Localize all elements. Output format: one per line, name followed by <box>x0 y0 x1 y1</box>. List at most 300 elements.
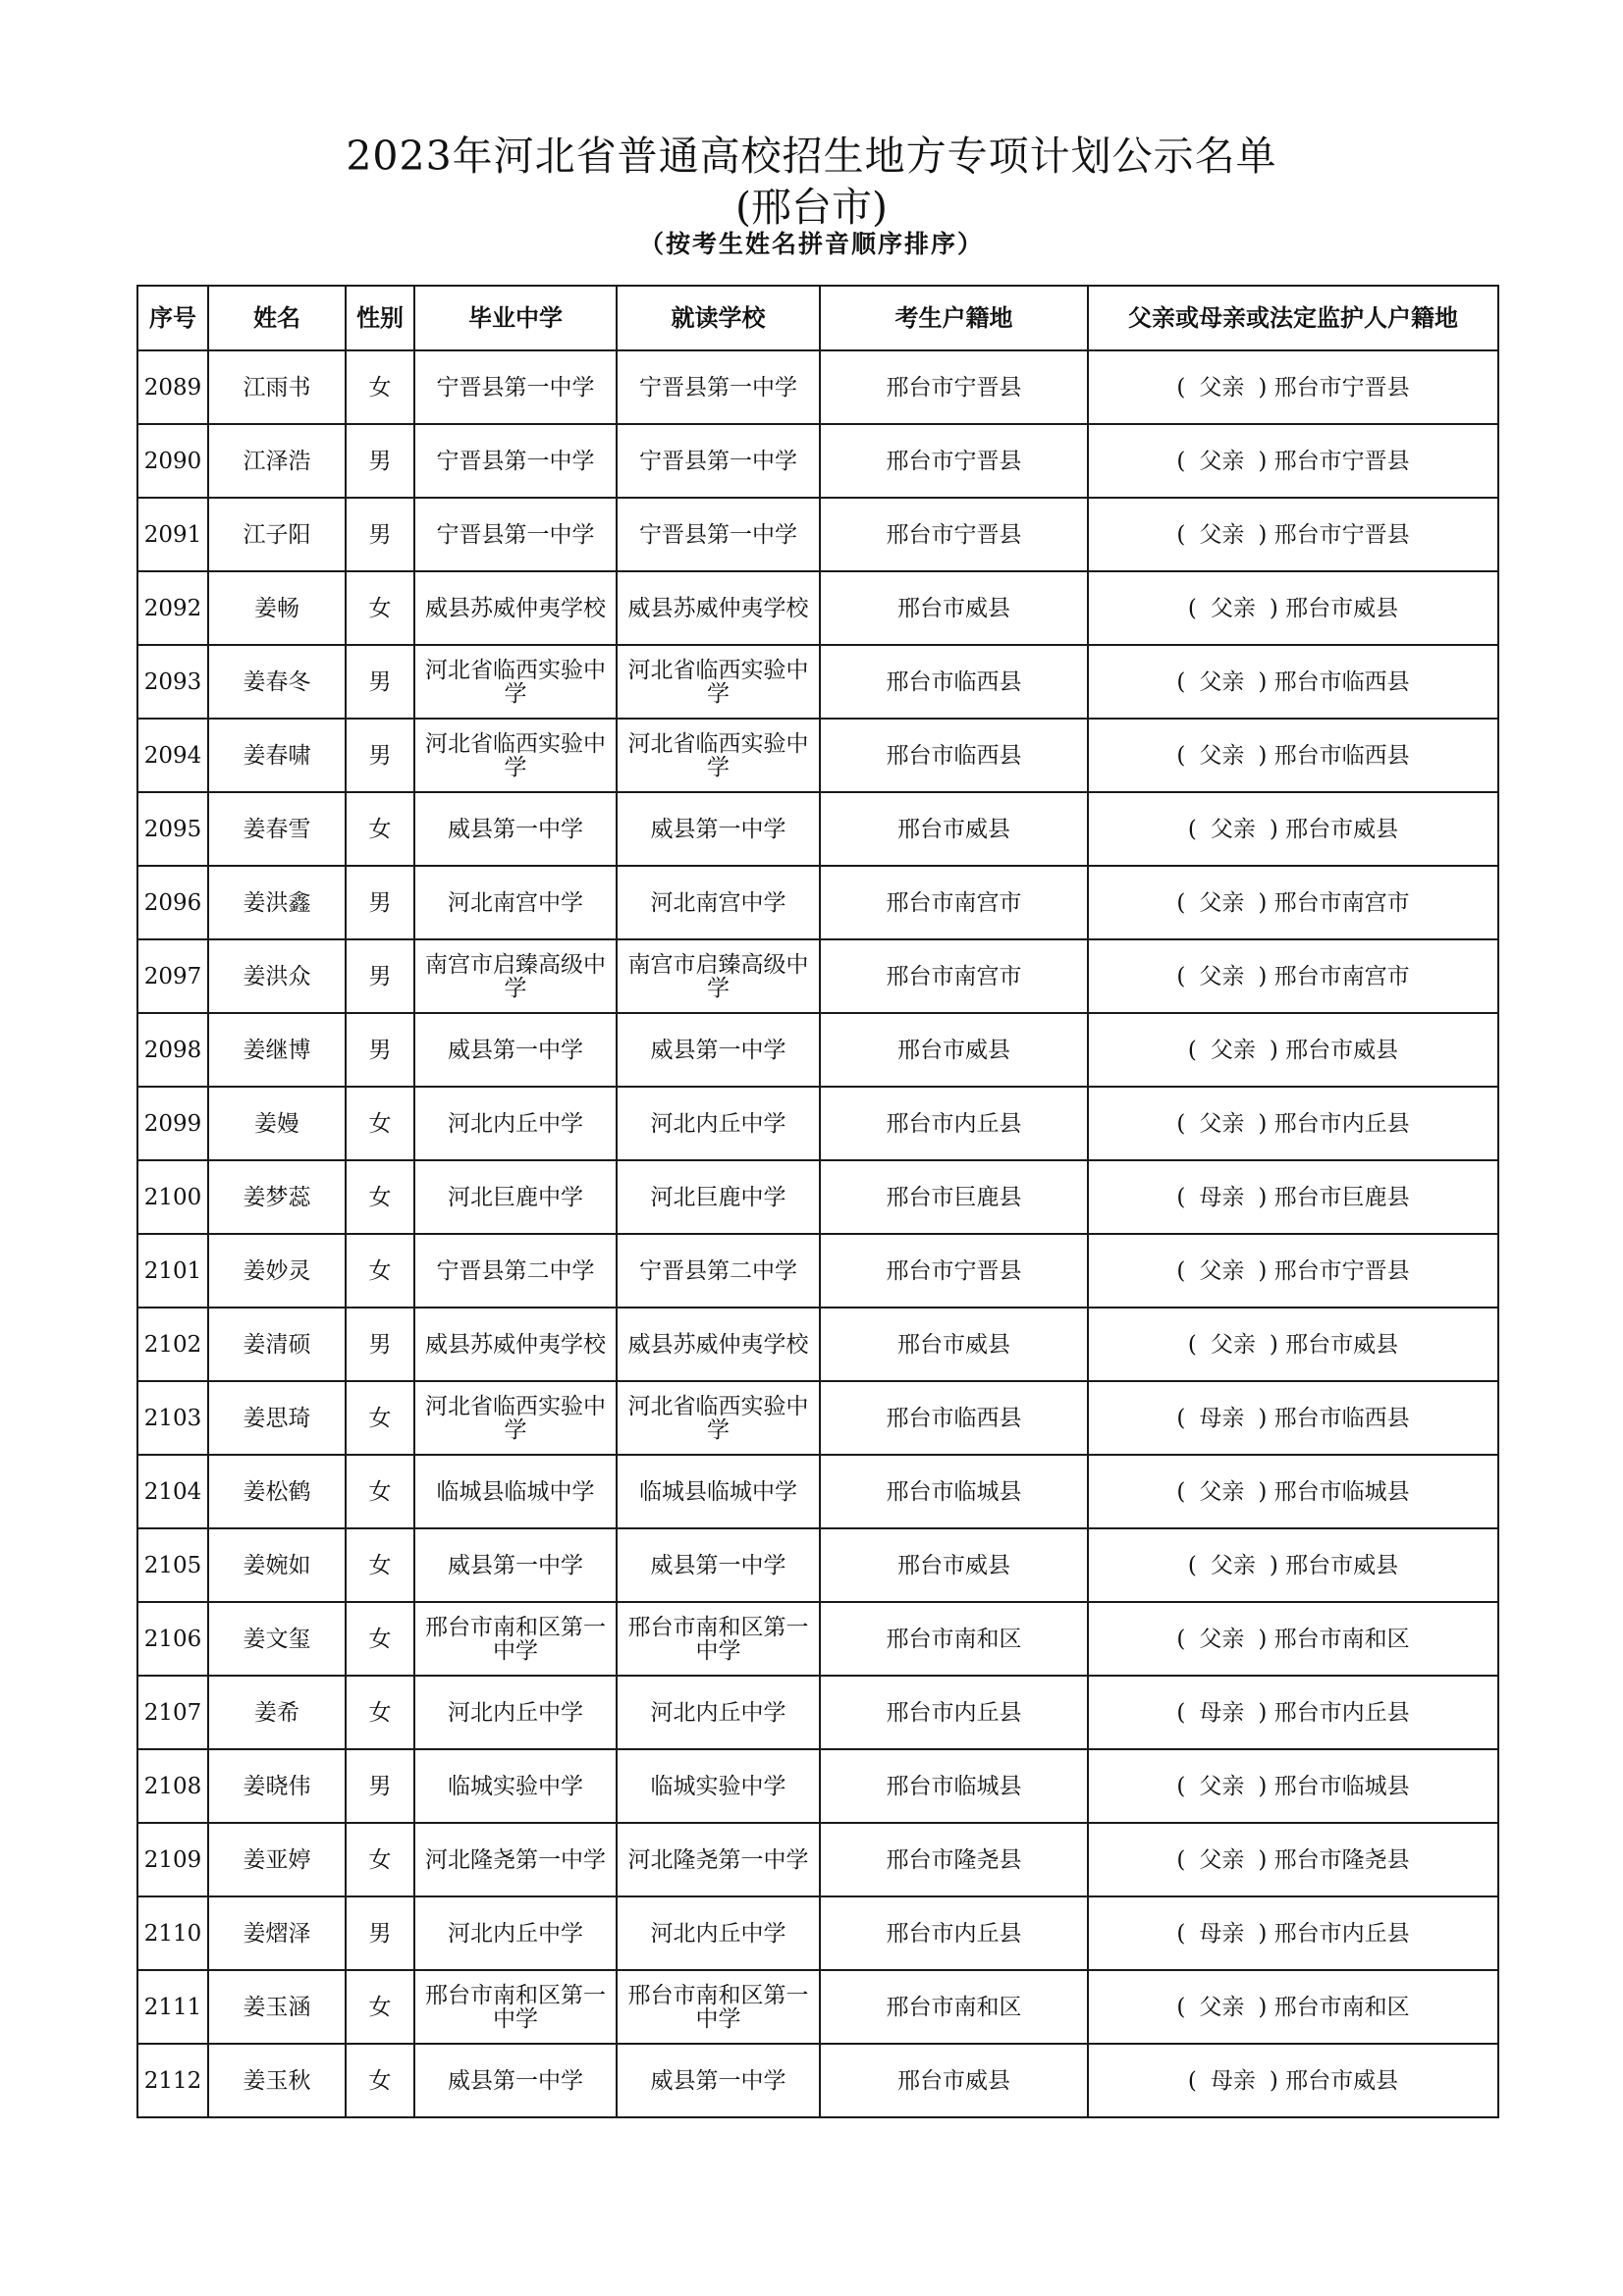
guardian-hukou-value: 邢台市内丘县 <box>1273 1699 1410 1726</box>
cell-no: 2095 <box>137 792 208 866</box>
cell-name: 姜玉涵 <box>208 1970 346 2044</box>
cell-no: 2090 <box>137 424 208 498</box>
cell-gender: 女 <box>346 571 414 645</box>
cell-no: 2110 <box>137 1896 208 1970</box>
cell-name: 姜玉秋 <box>208 2044 346 2117</box>
guardian-hukou-value: 邢台市威县 <box>1285 1331 1399 1358</box>
guardian-hukou-value: 邢台市威县 <box>1285 816 1399 842</box>
guardian-relation: 父亲 <box>1199 521 1245 548</box>
cell-no: 2101 <box>137 1234 208 1308</box>
cell-name: 姜继博 <box>208 1013 346 1087</box>
page-title: 2023年河北省普通高校招生地方专项计划公示名单 <box>346 133 1277 180</box>
cell-grad-school: 河北内丘中学 <box>414 1896 617 1970</box>
cell-current-school: 河北南宫中学 <box>617 866 820 939</box>
cell-hukou: 邢台市临西县 <box>820 719 1088 792</box>
cell-current-school: 邢台市南和区第一中学 <box>617 1602 820 1676</box>
cell-hukou: 邢台市临西县 <box>820 645 1088 719</box>
cell-grad-school: 宁晋县第一中学 <box>414 498 617 571</box>
cell-gender: 女 <box>346 1823 414 1896</box>
paren-close: ) <box>1258 448 1268 474</box>
cell-name: 姜梦蕊 <box>208 1160 346 1234</box>
cell-gender: 男 <box>346 1896 414 1970</box>
guardian-relation: 父亲 <box>1199 1994 1245 2020</box>
guardian-relation: 父亲 <box>1210 1331 1256 1358</box>
cell-hukou: 邢台市内丘县 <box>820 1087 1088 1160</box>
cell-grad-school: 河北省临西实验中学 <box>414 1381 617 1455</box>
table-row <box>137 939 1498 1013</box>
cell-grad-school: 威县第一中学 <box>414 792 617 866</box>
cell-gender: 女 <box>346 350 414 424</box>
table-row <box>137 1087 1498 1160</box>
paren-open: ( <box>1176 374 1186 400</box>
paren-open: ( <box>1187 1552 1197 1578</box>
paren-close: ) <box>1258 1405 1268 1431</box>
guardian-hukou-value: 邢台市临西县 <box>1273 742 1410 769</box>
paren-open: ( <box>1176 1184 1186 1210</box>
cell-hukou: 邢台市宁晋县 <box>820 350 1088 424</box>
cell-grad-school: 河北隆尧第一中学 <box>414 1823 617 1896</box>
cell-gender: 男 <box>346 939 414 1013</box>
cell-no: 2102 <box>137 1308 208 1381</box>
cell-current-school: 宁晋县第一中学 <box>617 424 820 498</box>
cell-no: 2109 <box>137 1823 208 1896</box>
cell-gender: 男 <box>346 866 414 939</box>
cell-grad-school: 威县第一中学 <box>414 2044 617 2117</box>
cell-current-school: 河北省临西实验中学 <box>617 1381 820 1455</box>
paren-open: ( <box>1187 2067 1197 2094</box>
cell-name: 江子阳 <box>208 498 346 571</box>
paren-close: ) <box>1269 595 1278 621</box>
cell-no: 2096 <box>137 866 208 939</box>
cell-guardian-hukou <box>1088 1823 1498 1896</box>
guardian-hukou-value: 邢台市南宫市 <box>1273 889 1410 916</box>
cell-grad-school: 河北内丘中学 <box>414 1676 617 1749</box>
paren-close: ) <box>1258 889 1268 916</box>
guardian-relation: 父亲 <box>1210 1037 1256 1063</box>
paren-close: ) <box>1258 1478 1268 1505</box>
column-header-hukou: 考生户籍地 <box>820 286 1088 350</box>
cell-no: 2105 <box>137 1528 208 1602</box>
paren-close: ) <box>1269 1331 1278 1358</box>
cell-grad-school: 威县第一中学 <box>414 1013 617 1087</box>
column-header-guardian-hukou: 父亲或母亲或法定监护人户籍地 <box>1088 286 1498 350</box>
cell-grad-school: 威县第一中学 <box>414 1528 617 1602</box>
paren-open: ( <box>1187 1037 1197 1063</box>
cell-grad-school: 临城实验中学 <box>414 1749 617 1823</box>
guardian-relation: 父亲 <box>1199 1773 1245 1799</box>
cell-guardian-hukou <box>1088 498 1498 571</box>
guardian-relation: 父亲 <box>1210 816 1256 842</box>
cell-name: 姜熠泽 <box>208 1896 346 1970</box>
guardian-hukou-value: 邢台市内丘县 <box>1273 1110 1410 1137</box>
paren-open: ( <box>1176 742 1186 769</box>
cell-gender: 女 <box>346 1676 414 1749</box>
cell-grad-school: 河北巨鹿中学 <box>414 1160 617 1234</box>
cell-no: 2097 <box>137 939 208 1013</box>
cell-grad-school: 威县苏威仲夷学校 <box>414 571 617 645</box>
cell-hukou: 邢台市威县 <box>820 1308 1088 1381</box>
guardian-relation: 父亲 <box>1199 1257 1245 1284</box>
cell-current-school: 河北内丘中学 <box>617 1087 820 1160</box>
table-row <box>137 866 1498 939</box>
paren-close: ) <box>1258 1994 1268 2020</box>
cell-no: 2103 <box>137 1381 208 1455</box>
cell-guardian-hukou <box>1088 866 1498 939</box>
guardian-relation: 母亲 <box>1199 1184 1245 1210</box>
cell-name: 姜春啸 <box>208 719 346 792</box>
cell-gender: 女 <box>346 1234 414 1308</box>
cell-guardian-hukou <box>1088 1676 1498 1749</box>
cell-grad-school: 临城县临城中学 <box>414 1455 617 1528</box>
guardian-hukou-value: 邢台市南宫市 <box>1273 963 1410 989</box>
cell-name: 姜清硕 <box>208 1308 346 1381</box>
cell-current-school: 宁晋县第一中学 <box>617 498 820 571</box>
cell-gender: 男 <box>346 1308 414 1381</box>
cell-current-school: 邢台市南和区第一中学 <box>617 1970 820 2044</box>
cell-current-school: 威县第一中学 <box>617 1013 820 1087</box>
cell-guardian-hukou <box>1088 1087 1498 1160</box>
table-row <box>137 1749 1498 1823</box>
cell-hukou: 邢台市威县 <box>820 792 1088 866</box>
guardian-hukou-value: 邢台市临西县 <box>1273 668 1410 695</box>
guardian-hukou-value: 邢台市威县 <box>1285 1037 1399 1063</box>
guardian-hukou-value: 邢台市巨鹿县 <box>1273 1184 1410 1210</box>
table-row <box>137 1455 1498 1528</box>
cell-grad-school: 威县苏威仲夷学校 <box>414 1308 617 1381</box>
cell-guardian-hukou <box>1088 719 1498 792</box>
cell-hukou: 邢台市临西县 <box>820 1381 1088 1455</box>
cell-no: 2108 <box>137 1749 208 1823</box>
guardian-hukou-value: 邢台市威县 <box>1285 595 1399 621</box>
cell-gender: 女 <box>346 2044 414 2117</box>
table-row <box>137 350 1498 424</box>
table-row <box>137 1896 1498 1970</box>
paren-close: ) <box>1258 1846 1268 1873</box>
cell-hukou: 邢台市内丘县 <box>820 1676 1088 1749</box>
cell-guardian-hukou <box>1088 1970 1498 2044</box>
table-row <box>137 1160 1498 1234</box>
table-row <box>137 498 1498 571</box>
paren-open: ( <box>1176 963 1186 989</box>
cell-hukou: 邢台市宁晋县 <box>820 498 1088 571</box>
guardian-relation: 母亲 <box>1210 2067 1256 2094</box>
guardian-relation: 父亲 <box>1199 374 1245 400</box>
guardian-relation: 父亲 <box>1210 595 1256 621</box>
cell-guardian-hukou <box>1088 939 1498 1013</box>
guardian-hukou-value: 邢台市宁晋县 <box>1273 374 1410 400</box>
cell-hukou: 邢台市威县 <box>820 1013 1088 1087</box>
table-row <box>137 1602 1498 1676</box>
cell-current-school: 宁晋县第一中学 <box>617 350 820 424</box>
cell-hukou: 邢台市威县 <box>820 1528 1088 1602</box>
cell-name: 姜春冬 <box>208 645 346 719</box>
cell-no: 2104 <box>137 1455 208 1528</box>
cell-gender: 男 <box>346 498 414 571</box>
cell-guardian-hukou <box>1088 424 1498 498</box>
cell-hukou: 邢台市南和区 <box>820 1970 1088 2044</box>
cell-name: 江泽浩 <box>208 424 346 498</box>
cell-name: 姜洪众 <box>208 939 346 1013</box>
guardian-relation: 父亲 <box>1199 448 1245 474</box>
guardian-hukou-value: 邢台市内丘县 <box>1273 1920 1410 1947</box>
paren-open: ( <box>1176 1846 1186 1873</box>
cell-hukou: 邢台市威县 <box>820 571 1088 645</box>
table-row <box>137 424 1498 498</box>
guardian-relation: 母亲 <box>1199 1405 1245 1431</box>
cell-current-school: 威县第一中学 <box>617 792 820 866</box>
paren-open: ( <box>1176 1699 1186 1726</box>
cell-name: 姜婉如 <box>208 1528 346 1602</box>
paren-open: ( <box>1176 448 1186 474</box>
paren-open: ( <box>1176 1920 1186 1947</box>
table-row <box>137 2044 1498 2117</box>
cell-current-school: 临城实验中学 <box>617 1749 820 1823</box>
cell-hukou: 邢台市南宫市 <box>820 866 1088 939</box>
cell-hukou: 邢台市临城县 <box>820 1455 1088 1528</box>
cell-hukou: 邢台市巨鹿县 <box>820 1160 1088 1234</box>
cell-no: 2098 <box>137 1013 208 1087</box>
guardian-hukou-value: 邢台市威县 <box>1285 1552 1399 1578</box>
guardian-relation: 父亲 <box>1199 742 1245 769</box>
cell-grad-school: 邢台市南和区第一中学 <box>414 1970 617 2044</box>
cell-guardian-hukou <box>1088 350 1498 424</box>
cell-no: 2107 <box>137 1676 208 1749</box>
cell-no: 2111 <box>137 1970 208 2044</box>
guardian-hukou-value: 邢台市临西县 <box>1273 1405 1410 1431</box>
guardian-hukou-value: 邢台市临城县 <box>1273 1773 1410 1799</box>
paren-close: ) <box>1269 1552 1278 1578</box>
roster-table <box>136 285 1499 2118</box>
cell-current-school: 威县苏威仲夷学校 <box>617 1308 820 1381</box>
paren-close: ) <box>1258 668 1268 695</box>
paren-close: ) <box>1258 1920 1268 1947</box>
cell-gender: 女 <box>346 1381 414 1455</box>
cell-hukou: 邢台市内丘县 <box>820 1896 1088 1970</box>
cell-gender: 女 <box>346 1970 414 2044</box>
cell-name: 姜洪鑫 <box>208 866 346 939</box>
paren-close: ) <box>1269 2067 1278 2094</box>
column-header-no: 序号 <box>137 286 208 350</box>
paren-close: ) <box>1258 1626 1268 1652</box>
cell-guardian-hukou <box>1088 1381 1498 1455</box>
guardian-relation: 母亲 <box>1199 1920 1245 1947</box>
cell-name: 姜文玺 <box>208 1602 346 1676</box>
paren-close: ) <box>1258 521 1268 548</box>
cell-grad-school: 南宫市启臻高级中学 <box>414 939 617 1013</box>
cell-no: 2092 <box>137 571 208 645</box>
paren-close: ) <box>1258 963 1268 989</box>
cell-gender: 女 <box>346 1087 414 1160</box>
guardian-hukou-value: 邢台市南和区 <box>1273 1994 1410 2020</box>
cell-gender: 女 <box>346 1602 414 1676</box>
table-body <box>137 350 1498 2117</box>
cell-no: 2112 <box>137 2044 208 2117</box>
paren-close: ) <box>1269 816 1278 842</box>
guardian-hukou-value: 邢台市宁晋县 <box>1273 448 1410 474</box>
cell-gender: 女 <box>346 1528 414 1602</box>
paren-open: ( <box>1187 595 1197 621</box>
guardian-relation: 父亲 <box>1210 1552 1256 1578</box>
cell-current-school: 威县第一中学 <box>617 1528 820 1602</box>
table-row <box>137 792 1498 866</box>
cell-guardian-hukou <box>1088 1308 1498 1381</box>
table-row <box>137 1676 1498 1749</box>
column-header-gender: 性别 <box>346 286 414 350</box>
table-row <box>137 1823 1498 1896</box>
paren-close: ) <box>1258 1699 1268 1726</box>
cell-current-school: 河北省临西实验中学 <box>617 645 820 719</box>
paren-close: ) <box>1258 1110 1268 1137</box>
sort-note: （按考生姓名拼音顺序排序） <box>638 230 984 258</box>
paren-close: ) <box>1258 742 1268 769</box>
column-header-name: 姓名 <box>208 286 346 350</box>
guardian-hukou-value: 邢台市临城县 <box>1273 1478 1410 1505</box>
cell-name: 姜晓伟 <box>208 1749 346 1823</box>
guardian-relation: 母亲 <box>1199 1699 1245 1726</box>
guardian-relation: 父亲 <box>1199 668 1245 695</box>
cell-name: 姜思琦 <box>208 1381 346 1455</box>
table-row <box>137 719 1498 792</box>
cell-name: 江雨书 <box>208 350 346 424</box>
cell-name: 姜妙灵 <box>208 1234 346 1308</box>
cell-guardian-hukou <box>1088 1896 1498 1970</box>
cell-hukou: 邢台市威县 <box>820 2044 1088 2117</box>
cell-no: 2089 <box>137 350 208 424</box>
guardian-hukou-value: 邢台市威县 <box>1285 2067 1399 2094</box>
cell-current-school: 威县第一中学 <box>617 2044 820 2117</box>
table-row <box>137 1013 1498 1087</box>
cell-gender: 男 <box>346 424 414 498</box>
cell-guardian-hukou <box>1088 1528 1498 1602</box>
guardian-hukou-value: 邢台市南和区 <box>1273 1626 1410 1652</box>
cell-current-school: 河北省临西实验中学 <box>617 719 820 792</box>
cell-grad-school: 河北内丘中学 <box>414 1087 617 1160</box>
paren-open: ( <box>1176 1110 1186 1137</box>
paren-open: ( <box>1176 1626 1186 1652</box>
cell-no: 2106 <box>137 1602 208 1676</box>
cell-gender: 男 <box>346 645 414 719</box>
cell-grad-school: 宁晋县第二中学 <box>414 1234 617 1308</box>
cell-hukou: 邢台市宁晋县 <box>820 1234 1088 1308</box>
cell-name: 姜亚婷 <box>208 1823 346 1896</box>
cell-gender: 男 <box>346 1749 414 1823</box>
table-row <box>137 1381 1498 1455</box>
table-row <box>137 1308 1498 1381</box>
cell-gender: 男 <box>346 719 414 792</box>
paren-open: ( <box>1176 1478 1186 1505</box>
table-row <box>137 1234 1498 1308</box>
cell-name: 姜春雪 <box>208 792 346 866</box>
column-header-grad-school: 毕业中学 <box>414 286 617 350</box>
cell-guardian-hukou <box>1088 792 1498 866</box>
table-row <box>137 645 1498 719</box>
cell-grad-school: 河北省临西实验中学 <box>414 719 617 792</box>
cell-no: 2091 <box>137 498 208 571</box>
cell-current-school: 南宫市启臻高级中学 <box>617 939 820 1013</box>
paren-open: ( <box>1187 816 1197 842</box>
cell-guardian-hukou <box>1088 1602 1498 1676</box>
cell-name: 姜希 <box>208 1676 346 1749</box>
cell-grad-school: 宁晋县第一中学 <box>414 350 617 424</box>
cell-hukou: 邢台市临城县 <box>820 1749 1088 1823</box>
cell-grad-school: 邢台市南和区第一中学 <box>414 1602 617 1676</box>
table-row <box>137 1528 1498 1602</box>
cell-gender: 女 <box>346 1455 414 1528</box>
cell-guardian-hukou <box>1088 1455 1498 1528</box>
cell-grad-school: 河北省临西实验中学 <box>414 645 617 719</box>
cell-guardian-hukou <box>1088 1749 1498 1823</box>
cell-guardian-hukou <box>1088 571 1498 645</box>
cell-name: 姜嫚 <box>208 1087 346 1160</box>
cell-current-school: 临城县临城中学 <box>617 1455 820 1528</box>
cell-grad-school: 宁晋县第一中学 <box>414 424 617 498</box>
paren-open: ( <box>1176 1257 1186 1284</box>
cell-hukou: 邢台市南宫市 <box>820 939 1088 1013</box>
cell-guardian-hukou <box>1088 1234 1498 1308</box>
cell-current-school: 河北内丘中学 <box>617 1676 820 1749</box>
paren-close: ) <box>1258 374 1268 400</box>
page-subtitle: (邢台市) <box>735 184 888 231</box>
paren-open: ( <box>1176 1773 1186 1799</box>
cell-guardian-hukou <box>1088 1013 1498 1087</box>
cell-hukou: 邢台市隆尧县 <box>820 1823 1088 1896</box>
paren-close: ) <box>1258 1257 1268 1284</box>
guardian-relation: 父亲 <box>1199 1626 1245 1652</box>
table-header-row <box>137 286 1498 350</box>
paren-open: ( <box>1187 1331 1197 1358</box>
guardian-relation: 父亲 <box>1199 1478 1245 1505</box>
cell-no: 2100 <box>137 1160 208 1234</box>
cell-hukou: 邢台市南和区 <box>820 1602 1088 1676</box>
paren-close: ) <box>1258 1184 1268 1210</box>
cell-guardian-hukou <box>1088 2044 1498 2117</box>
cell-current-school: 河北内丘中学 <box>617 1896 820 1970</box>
table-row <box>137 571 1498 645</box>
paren-close: ) <box>1269 1037 1278 1063</box>
cell-no: 2094 <box>137 719 208 792</box>
cell-name: 姜畅 <box>208 571 346 645</box>
cell-guardian-hukou <box>1088 645 1498 719</box>
paren-close: ) <box>1258 1773 1268 1799</box>
cell-no: 2093 <box>137 645 208 719</box>
guardian-hukou-value: 邢台市宁晋县 <box>1273 1257 1410 1284</box>
table-row <box>137 1970 1498 2044</box>
cell-no: 2099 <box>137 1087 208 1160</box>
paren-open: ( <box>1176 1994 1186 2020</box>
guardian-relation: 父亲 <box>1199 963 1245 989</box>
paren-open: ( <box>1176 1405 1186 1431</box>
cell-grad-school: 河北南宫中学 <box>414 866 617 939</box>
guardian-relation: 父亲 <box>1199 1110 1245 1137</box>
paren-open: ( <box>1176 889 1186 916</box>
guardian-hukou-value: 邢台市隆尧县 <box>1273 1846 1410 1873</box>
guardian-relation: 父亲 <box>1199 889 1245 916</box>
cell-current-school: 威县苏威仲夷学校 <box>617 571 820 645</box>
cell-current-school: 河北隆尧第一中学 <box>617 1823 820 1896</box>
cell-hukou: 邢台市宁晋县 <box>820 424 1088 498</box>
cell-name: 姜松鹤 <box>208 1455 346 1528</box>
cell-current-school: 宁晋县第二中学 <box>617 1234 820 1308</box>
cell-gender: 女 <box>346 1160 414 1234</box>
column-header-current-school: 就读学校 <box>617 286 820 350</box>
cell-guardian-hukou <box>1088 1160 1498 1234</box>
guardian-hukou-value: 邢台市宁晋县 <box>1273 521 1410 548</box>
guardian-relation: 父亲 <box>1199 1846 1245 1873</box>
cell-gender: 男 <box>346 1013 414 1087</box>
cell-current-school: 河北巨鹿中学 <box>617 1160 820 1234</box>
cell-gender: 女 <box>346 792 414 866</box>
paren-open: ( <box>1176 521 1186 548</box>
